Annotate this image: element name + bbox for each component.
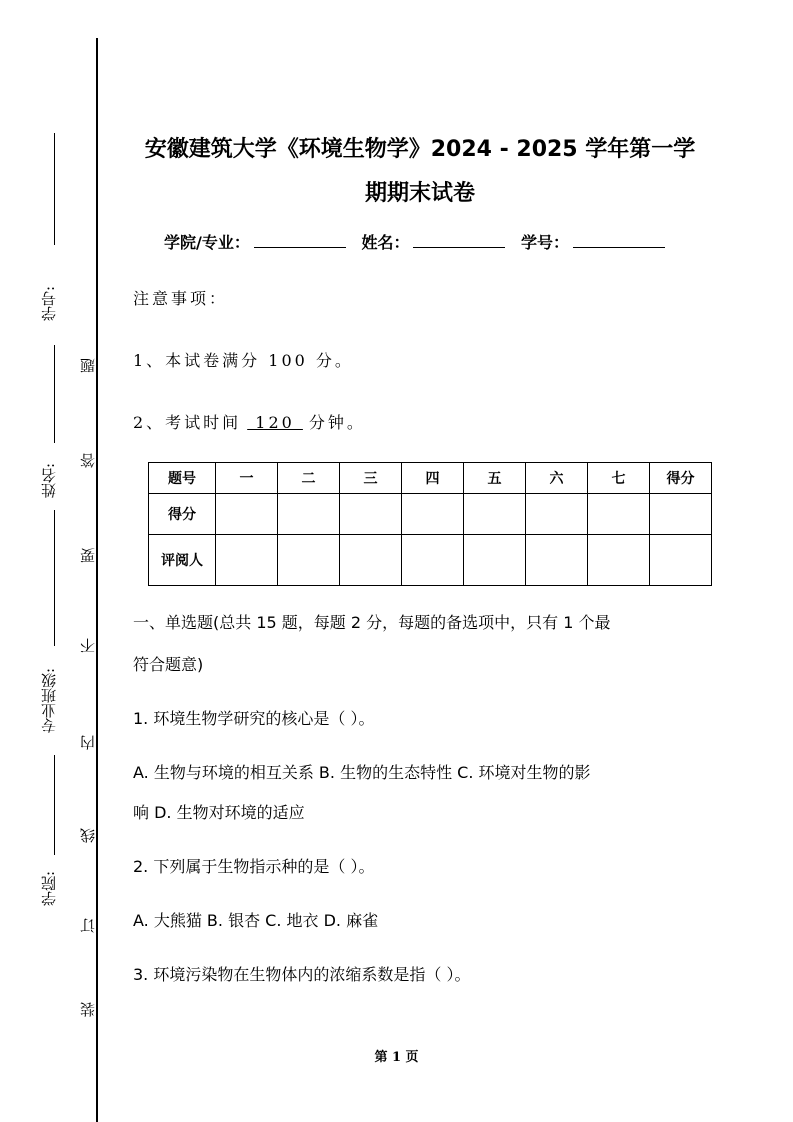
score-table-header-row <box>149 463 712 494</box>
reviewer-cell[interactable] <box>650 535 712 586</box>
notes-heading: 注意事项： <box>133 289 229 308</box>
row-label: 得分 <box>149 494 216 535</box>
section-heading-line1: 一、单选题(总共 15 题，每题 2 分，每题的备选项中，只有 1 个最 <box>133 613 611 632</box>
header-cell: 题号 <box>149 463 216 494</box>
header-cell: 一 <box>216 463 278 494</box>
row-label: 评阅人 <box>149 535 216 586</box>
question-2-options: A. 大熊猫 B. 银杏 C. 地衣 D. 麻雀 <box>133 911 379 930</box>
note-full-score: 1、本试卷满分 100 分。 <box>133 351 354 370</box>
seal-char: 答 <box>79 453 97 468</box>
question-1-options-line2: 响 D. 生物对环境的适应 <box>133 803 305 822</box>
student-id-field[interactable] <box>573 231 665 248</box>
student-id-line <box>54 133 55 245</box>
section-heading-line2: 符合题意) <box>133 655 204 674</box>
margin-college-label: 学院: <box>34 858 64 918</box>
question-1-options-line1: A. 生物与环境的相互关系 B. 生物的生态特性 C. 环境对生物的影 <box>133 763 591 782</box>
reviewer-cell[interactable] <box>588 535 650 586</box>
class-line <box>54 510 55 646</box>
score-cell[interactable] <box>278 494 340 535</box>
reviewer-cell[interactable] <box>464 535 526 586</box>
seal-char: 不 <box>79 638 97 653</box>
college-major-field[interactable] <box>254 231 346 248</box>
question-3-stem: 3. 环境污染物在生物体内的浓缩系数是指（ ）。 <box>133 965 471 984</box>
question-1-stem: 1. 环境生物学研究的核心是（ ）。 <box>133 709 375 728</box>
score-cell[interactable] <box>464 494 526 535</box>
margin-class-label: 专业班级: <box>34 650 64 750</box>
college-major-label: 学院/专业： <box>164 233 250 252</box>
seal-char: 要 <box>79 548 97 563</box>
seal-char: 线 <box>79 828 97 843</box>
score-cell[interactable] <box>526 494 588 535</box>
reviewer-cell[interactable] <box>278 535 340 586</box>
score-cell[interactable] <box>588 494 650 535</box>
score-cell[interactable] <box>650 494 712 535</box>
reviewer-cell[interactable] <box>402 535 464 586</box>
seal-char: 题 <box>79 358 97 373</box>
seal-char: 内 <box>79 735 97 750</box>
page-title-line1: 安徽建筑大学《环境生物学》2024 - 2025 学年第一学 <box>144 137 696 162</box>
header-cell: 五 <box>464 463 526 494</box>
student-info-row <box>164 230 675 253</box>
name-line <box>54 345 55 443</box>
reviewer-cell[interactable] <box>340 535 402 586</box>
reviewer-cell[interactable] <box>216 535 278 586</box>
question-2-stem: 2. 下列属于生物指示种的是（ ）。 <box>133 857 375 876</box>
note-exam-time-prefix: 2、考试时间 <box>133 413 242 432</box>
table-row <box>149 535 712 586</box>
binding-line <box>96 38 98 1122</box>
note-exam-time-suffix: 分钟。 <box>308 413 366 432</box>
name-label: 姓名： <box>361 233 410 252</box>
header-cell: 四 <box>402 463 464 494</box>
student-id-label: 学号： <box>521 233 570 252</box>
header-cell: 二 <box>278 463 340 494</box>
score-table <box>148 462 712 586</box>
header-cell: 得分 <box>650 463 712 494</box>
score-cell[interactable] <box>402 494 464 535</box>
college-line <box>54 755 55 855</box>
header-cell: 六 <box>526 463 588 494</box>
margin-student-id-label: 学号: <box>34 268 64 338</box>
name-field[interactable] <box>413 231 505 248</box>
reviewer-cell[interactable] <box>526 535 588 586</box>
score-cell[interactable] <box>340 494 402 535</box>
score-cell[interactable] <box>216 494 278 535</box>
seal-char: 装 <box>79 1002 97 1017</box>
note-exam-time <box>133 410 366 433</box>
header-cell: 三 <box>340 463 402 494</box>
seal-char: 订 <box>79 918 97 933</box>
page-number: 第 1 页 <box>374 1050 419 1065</box>
header-cell: 七 <box>588 463 650 494</box>
table-row <box>149 494 712 535</box>
page-title-line2: 期期末试卷 <box>364 181 475 206</box>
margin-name-label: 姓名: <box>34 450 64 510</box>
exam-duration-value: 120 <box>247 413 303 432</box>
